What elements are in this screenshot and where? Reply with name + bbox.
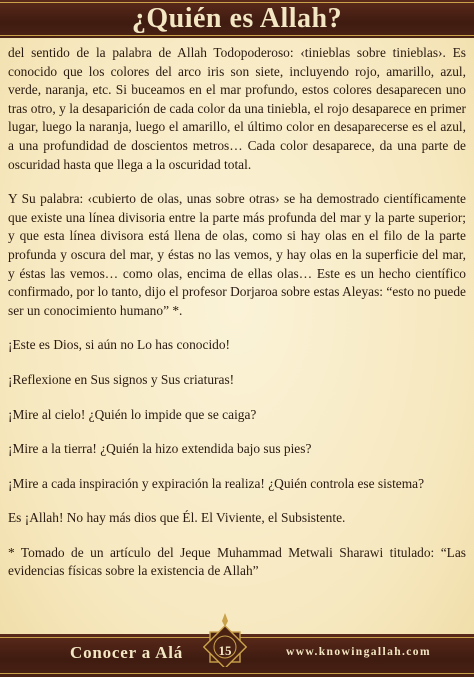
header-band bbox=[0, 0, 474, 38]
footnote: * Tomado de un artículo del Jeque Muhammad Metwali Sharawi titulado: “Las evidencias físicas sobre la existencia de Allah” bbox=[8, 544, 466, 579]
paragraph-2: Y Su palabra: ‹cubierto de olas, unas sobre otras› se ha demostrado científicamente que existe una línea divisoria entre la parte más profunda del mar y la parte superior; y que esta línea divisora está llena de olas, como si hay olas en el filo de la parte profunda y oscura del mar, y éstas no las vemos, y hay olas en la superficie del mar, y éstas las vemos… como olas, encima de ellas olas… Este es un hecho científico confirmado, por lo tanto, dijo el profesor Dorjaroa sobre estas Aleyas: “esto no puede ser un conocimiento humano” *. bbox=[8, 191, 466, 318]
header-rule-bottom bbox=[0, 35, 474, 36]
paragraph-3: ¡Este es Dios, si aún no Lo has conocido! bbox=[8, 337, 231, 353]
page-number: 15 bbox=[218, 643, 232, 658]
page-number-badge bbox=[203, 611, 247, 667]
paragraph-7: ¡Mire a cada inspiración y expiración la realiza! ¿Quién controla ese sistema? bbox=[8, 475, 425, 491]
paragraph-4: ¡Reflexione en Sus signos y Sus criaturas! bbox=[8, 371, 235, 387]
paragraph-5: ¡Mire al cielo! ¿Quién lo impide que se caiga? bbox=[8, 406, 257, 422]
footer-rule-bottom bbox=[0, 673, 474, 674]
paragraph-8: Es ¡Allah! No hay más dios que Él. El Viviente, el Subsistente. bbox=[8, 510, 346, 526]
footer-website: www.knowingallah.com bbox=[286, 646, 431, 658]
body-text bbox=[8, 44, 466, 581]
footer-book-title: Conocer a Alá bbox=[70, 643, 184, 662]
paragraph-6: ¡Mire a la tierra! ¿Quién la hizo extendida bajo sus pies? bbox=[8, 441, 312, 457]
page-title: ¿Quién es Allah? bbox=[131, 3, 343, 34]
paragraph-1: del sentido de la palabra de Allah Todopoderoso: ‹tinieblas sobre tinieblas›. Es conocido que los colores del arco iris son siete, incluyendo rojo, amarillo, azul, verde, naranja, etc. Si buceamos en el mar profundo, estos colores desaparecen uno tras otro, y la desaparición de cada color da una tiniebla, el rojo desaparece en primer lugar, luego la naranja, luego el amarillo, el último color en desaparecerse es el azul, a una profundidad de doscientos metros… Cada color desaparece, da una parte de oscuridad hasta que llega a la oscuridad total. bbox=[8, 45, 466, 172]
